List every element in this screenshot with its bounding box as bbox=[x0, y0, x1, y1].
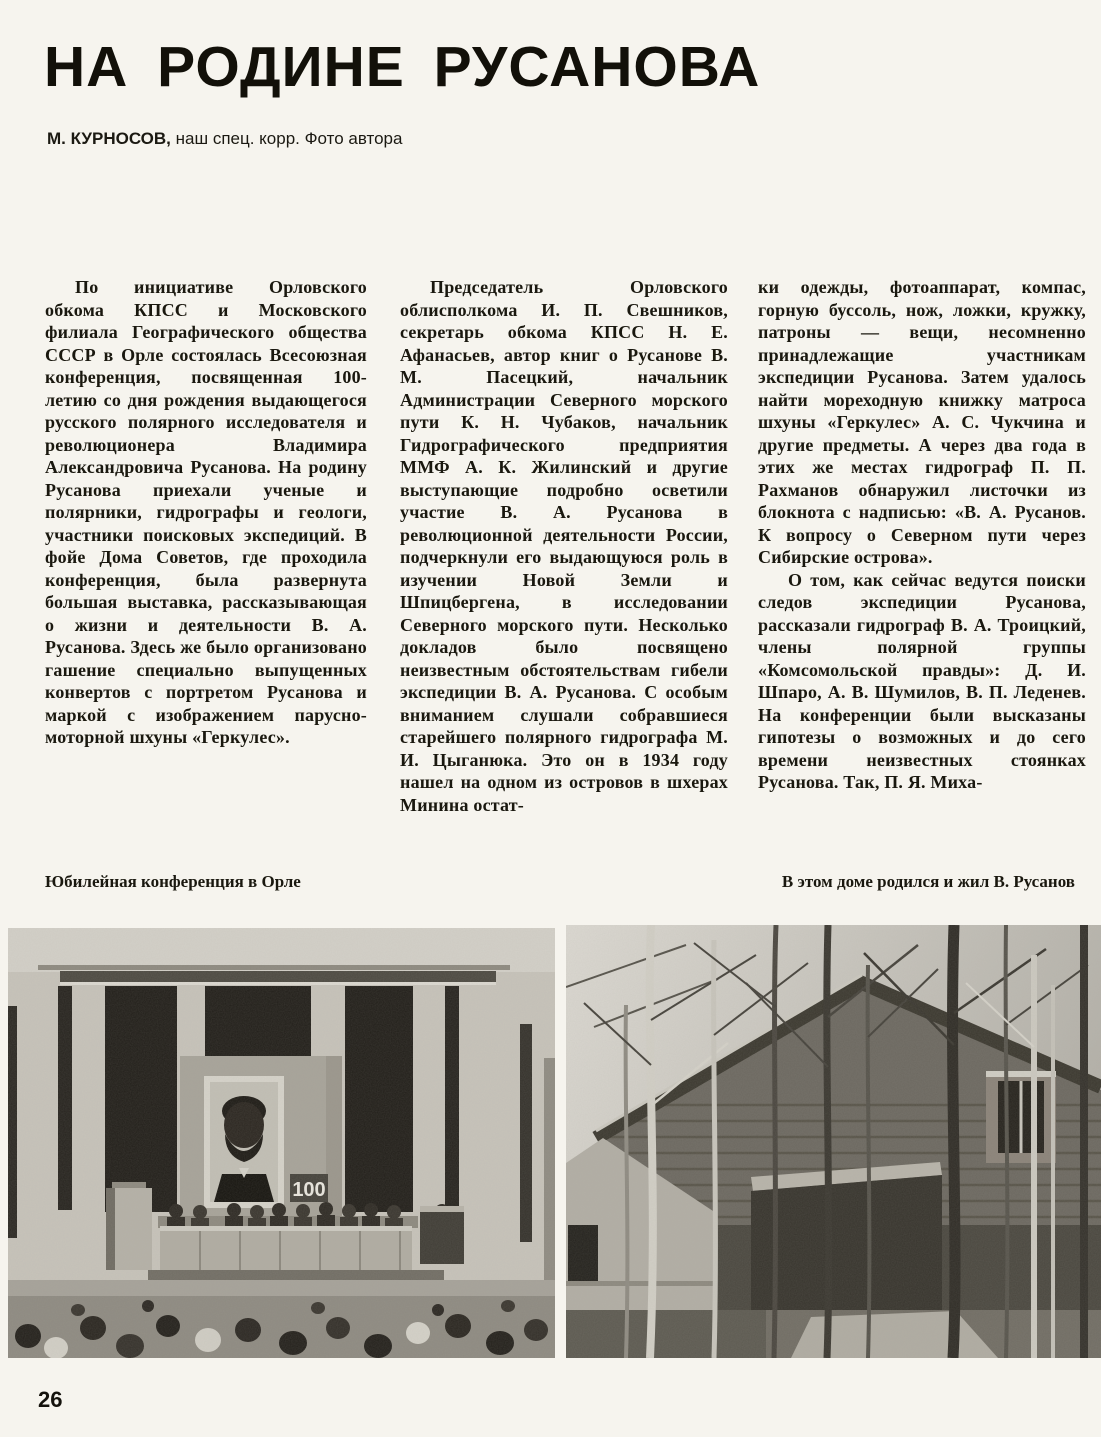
byline-credit: наш спец. корр. Фото автора bbox=[170, 129, 403, 148]
photo-caption-right: В этом доме родился и жил В. Русанов bbox=[781, 872, 1075, 891]
text-column-1 bbox=[45, 276, 367, 749]
halftone-grain bbox=[8, 928, 555, 1358]
page-number: 26 bbox=[38, 1387, 63, 1412]
text-column-2 bbox=[400, 276, 728, 816]
article-title: НА РОДИНЕ РУСАНОВА bbox=[44, 35, 761, 99]
paragraph: ки одежды, фотоаппарат, компас, горную буссоль, нож, ложки, кружку, патроны — вещи, несомненно принадлежащие участникам экспедиции Русанова. Затем удалось найти мореходную книжку матроса шхуны «Геркулес» А. С. Чукчина и другие предметы. А через два года в этих же местах гидрограф П. П. Рахманов обнаружил листочки из блокнота с надписью: «В. А. Русанов. К вопросу о Северном пути через Сибирские острова». bbox=[758, 277, 1086, 567]
text-column-3 bbox=[758, 276, 1086, 794]
rusanov-house-photo bbox=[566, 925, 1101, 1358]
photo-caption-left: Юбилейная конференция в Орле bbox=[45, 872, 301, 891]
paragraph: О том, как сейчас ведутся поиски следов экспедиции Русанова, рассказали гидрограф В. А. Троицкий, члены полярной группы «Комсомольской правды»: Д. И. Шпаро, А. В. Шумилов, В. П. Леденев. На конференции были высказаны гипотезы о возможных и до сего времени неизвестных стоянках Русанова. Так, П. Я. Миха- bbox=[758, 569, 1086, 792]
paragraph: По инициативе Орловского обкома КПСС и Московского филиала Географического общества СССР в Орле состоялась Всесоюзная конференция, посвященная 100-летию со дня рождения выдающегося русского полярного исследователя и революционера Владимира Александровича Русанова. На родину Русанова приехали ученые и полярники, гидрографы и геологи, участники поисковых экспедиций. В фойе Дома Советов, где проходила конференция, была развернута большая выставка, рассказывающая о жизни и деятельности В. А. Русанова. Здесь же было организовано гашение специально выпущенных конвертов с портретом Русанова и маркой с изображением парусно-моторной шхуны «Геркулес». bbox=[45, 277, 367, 747]
byline-author: М. КУРНОСОВ, bbox=[47, 129, 171, 148]
banner-number-100: 100 bbox=[292, 1179, 326, 1201]
halftone-grain bbox=[566, 925, 1101, 1358]
byline bbox=[47, 129, 402, 149]
conference-photo bbox=[8, 928, 555, 1358]
paragraph: Председатель Орловского облисполкома И. П. Свешников, секретарь обкома КПСС Н. Е. Афанасьев, автор книг о Русанове В. М. Пасецкий, начальник Администрации Северного морского пути К. Н. Чубаков, начальник Гидрографического предприятия ММФ А. К. Жилинский и другие выступающие подробно осветили участие В. А. Русанова в революционной деятельности России, подчеркнули его выдающуюся роль в изучении Новой Земли и Шпицбергена, в исследовании Северного морского пути. Несколько докладов было посвящено неизвестным обстоятельствам гибели экспедиции В. А. Русанова. С особым вниманием слушали собравшиеся старейшего полярного гидрографа М. И. Цыганюка. Это он в 1934 году нашел на одном из островов в шхерах Минина остат- bbox=[400, 277, 728, 815]
